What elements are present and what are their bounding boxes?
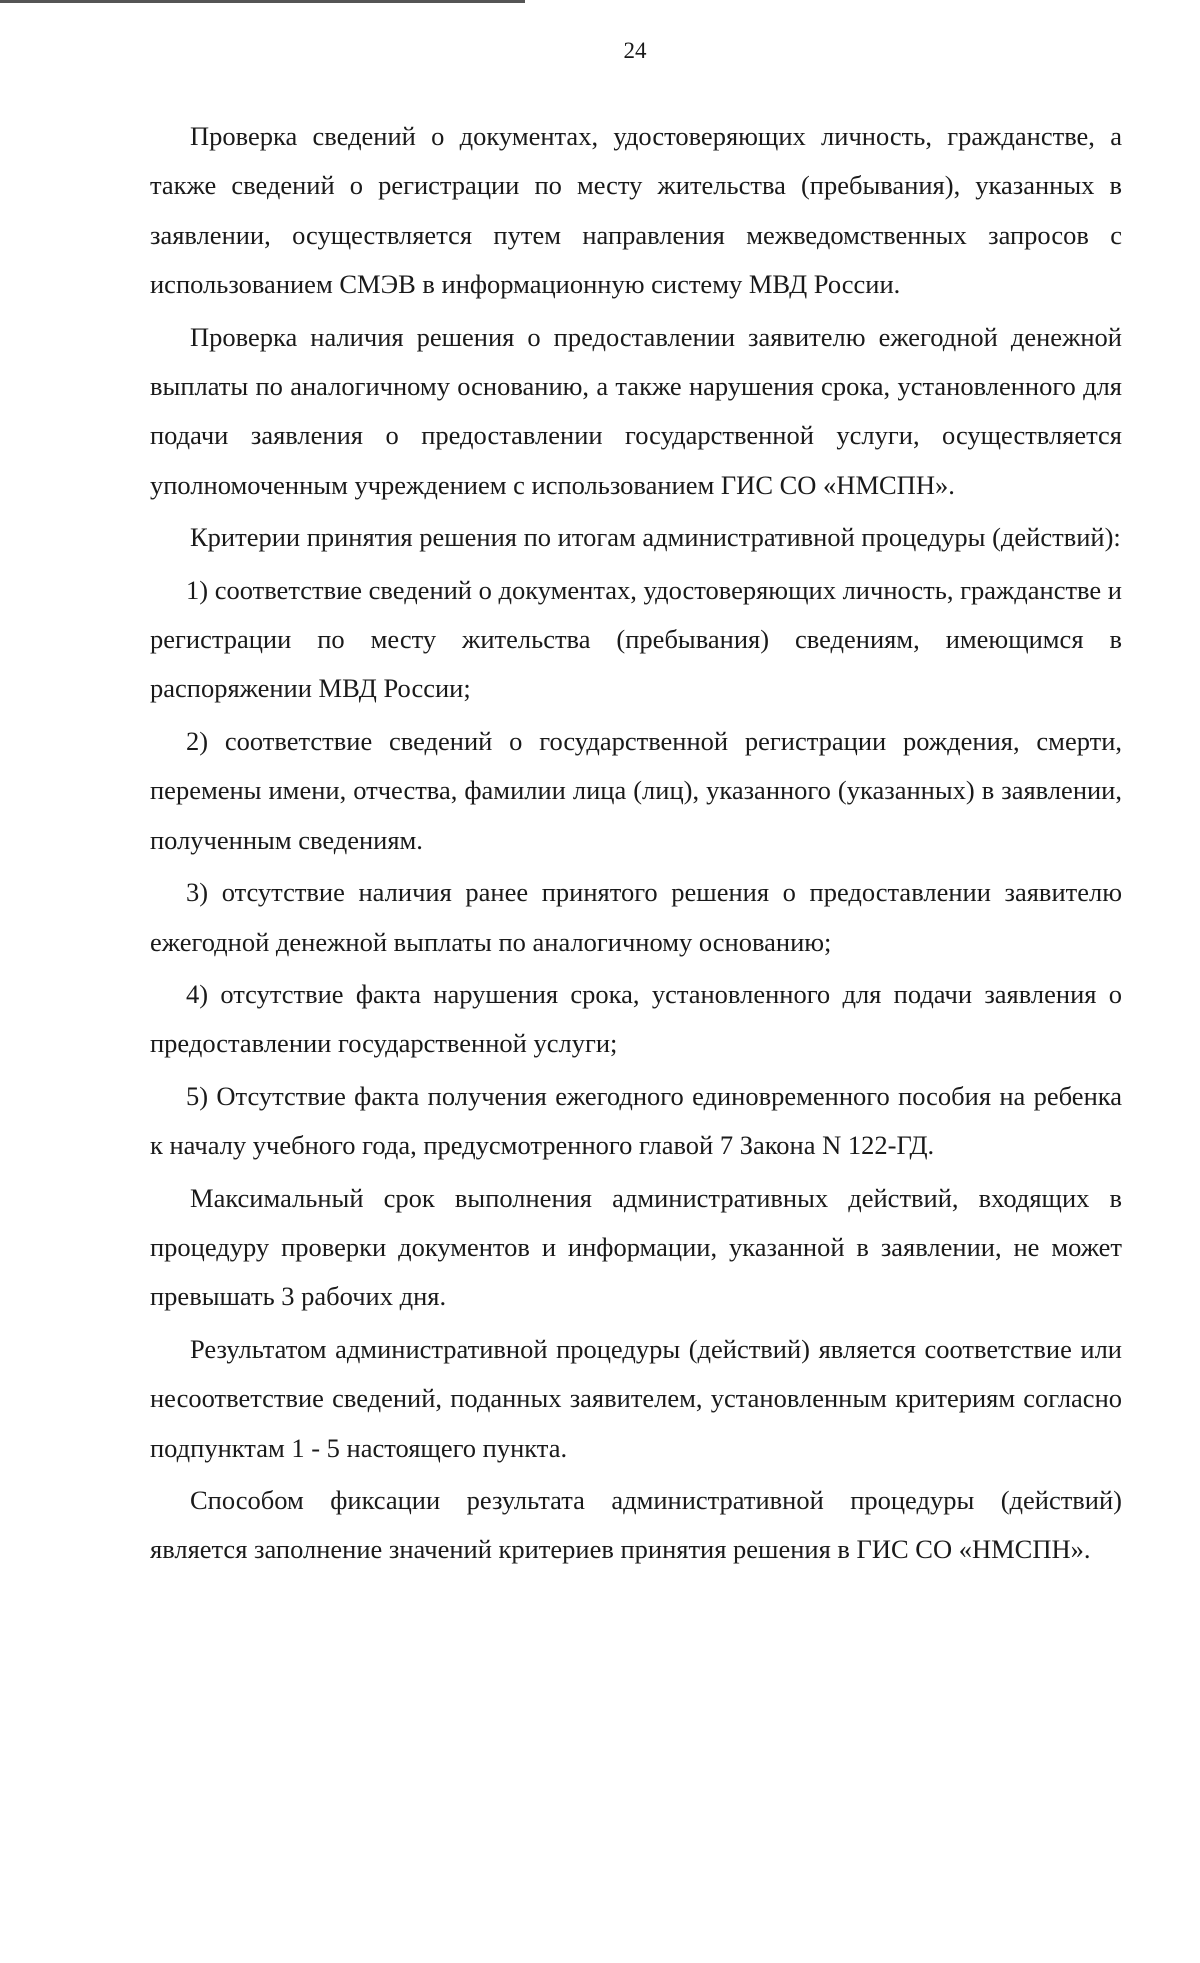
paragraph-identity-check: Проверка сведений о документах, удостоверяющих личность, гражданстве, а также сведений о регистрации по месту жительства (пребывания), указанных в заявлении, осуществляется путем направления межведомственных запросов с использованием СМЭВ в информационную систему МВД России.: [150, 121, 1122, 300]
criterion-item-4: 4) отсутствие факта нарушения срока, установленного для подачи заявления о предоставлении государственной услуги;: [150, 978, 1122, 1059]
paragraph-criteria-heading: Критерии принятия решения по итогам административной процедуры (действий):: [190, 522, 1121, 553]
page-number: 24: [623, 38, 647, 63]
criterion-item-2: 2) соответствие сведений о государственной регистрации рождения, смерти, перемены имени, отчества, фамилии лица (лиц), указанного (указанных) в заявлении, полученным сведениям.: [150, 725, 1122, 855]
paragraph-result-fixation: Способом фиксации результата административной процедуры (действий) является заполнение значений критериев принятия решения в ГИС СО «НМСПН».: [150, 1484, 1122, 1565]
paragraph-max-duration: Максимальный срок выполнения административных действий, входящих в процедуру проверки документов и информации, указанной в заявлении, не может превышать 3 рабочих дня.: [150, 1182, 1122, 1312]
criterion-item-5: 5) Отсутствие факта получения ежегодного единовременного пособия на ребенка к началу учебного года, предусмотренного главой 7 Закона N 122-ГД.: [150, 1080, 1122, 1161]
criterion-item-3: 3) отсутствие наличия ранее принятого решения о предоставлении заявителю ежегодной денежной выплаты по аналогичному основанию;: [150, 877, 1122, 957]
paragraph-payment-check: Проверка наличия решения о предоставлении заявителю ежегодной денежной выплаты по аналогичному основанию, а также нарушения срока, установленного для подачи заявления о предоставлении государственной услуги, осуществляется уполномоченным учреждением с использованием ГИС СО «НМСПН».: [150, 321, 1122, 500]
document-body: [150, 112, 1122, 1578]
paragraph-result: Результатом административной процедуры (действий) является соответствие или несоответствие сведений, поданных заявителем, установленным критериям согласно подпунктам 1 - 5 настоящего пункта.: [150, 1333, 1122, 1463]
criterion-item-1: 1) соответствие сведений о документах, удостоверяющих личность, гражданстве и регистрации по месту жительства (пребывания) сведениям, имеющимся в распоряжении МВД России;: [150, 574, 1122, 704]
scan-edge-line: [0, 0, 525, 3]
